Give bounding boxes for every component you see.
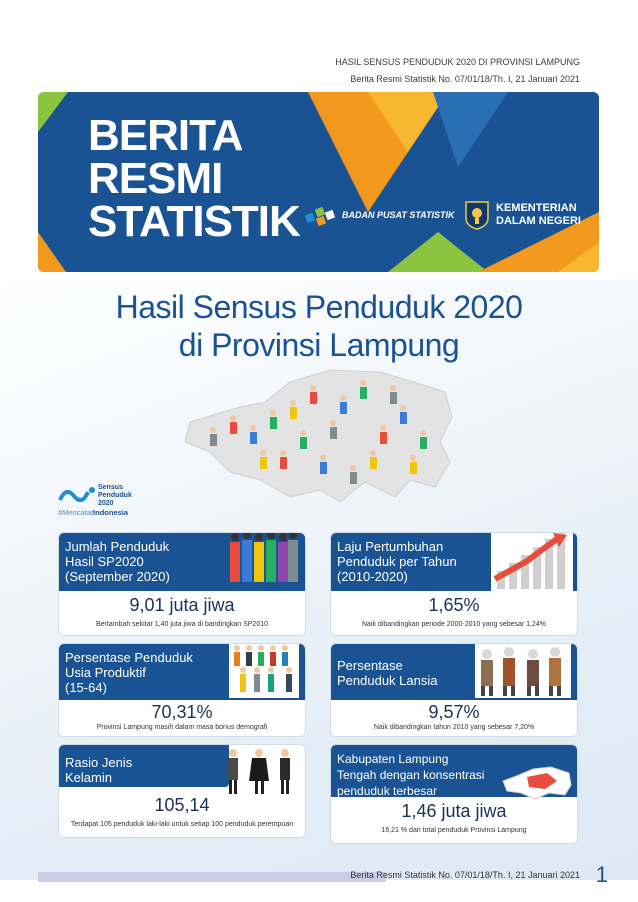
- stat-card-elderly: [330, 643, 578, 737]
- sensus-penduduk-logo: [58, 478, 158, 520]
- card-label-line: Hasil SP2020: [65, 554, 144, 569]
- card-label: [65, 755, 132, 785]
- sensus-logo-line: Penduduk: [98, 492, 132, 499]
- card-label-line: Kelamin: [65, 770, 112, 785]
- card-note: 16,21 % dari total penduduk Provinsi Lampung: [381, 827, 527, 834]
- card-value: 105,14: [154, 795, 210, 815]
- kemen-label-line1: KEMENTERIAN: [496, 202, 577, 214]
- card-note: Provinsi Lampung masih dalam masa bonus demografi: [96, 724, 268, 731]
- bps-logo: [304, 204, 455, 226]
- crowd-icon: [227, 532, 299, 589]
- page-number: 1: [595, 862, 608, 887]
- card-label: [65, 650, 193, 695]
- elderly-people-icon: [475, 643, 571, 698]
- stat-card-growth-rate: [330, 532, 578, 636]
- main-title: [0, 288, 638, 364]
- header-title: HASIL SENSUS PENDUDUK 2020 DI PROVINSI LAMPUNG: [335, 57, 580, 67]
- sensus-logo-text: [98, 484, 132, 508]
- bps-icon: [304, 204, 338, 226]
- card-label-line: Usia Produktif: [65, 665, 146, 680]
- card-note: Terdapat 105 penduduk laki-laki untuk setiap 100 penduduk perempuan: [70, 821, 294, 828]
- card-note: Naik dibandingkan periode 2000-2010 yang sebesar 1,24%: [361, 621, 547, 628]
- card-label-line: Jumlah Penduduk: [65, 539, 170, 554]
- kemen-label-line2: DALAM NEGERI: [496, 215, 581, 227]
- card-label: [337, 539, 457, 584]
- card-label: [65, 539, 170, 584]
- banner: [38, 92, 599, 272]
- central-lampung-map-icon: [499, 763, 575, 801]
- card-label-line: penduduk terbesar: [337, 784, 438, 798]
- kemendagri-logo: [464, 200, 581, 230]
- header-publication-number: Berita Resmi Statistik No. 07/01/18/Th. I, 21 Januari 2021: [350, 74, 580, 84]
- card-label-line: (2010-2020): [337, 569, 408, 584]
- banner-title-line: STATISTIK: [88, 197, 300, 246]
- lampung-population-map: [170, 362, 460, 512]
- hashtag-prefix: #Mencatat: [58, 508, 94, 517]
- hashtag: [58, 508, 128, 517]
- card-value: 9,01 juta jiwa: [129, 595, 235, 615]
- card-value: 9,57%: [428, 702, 480, 722]
- card-label-line: (15-64): [65, 680, 107, 695]
- stat-card-population: [58, 532, 306, 636]
- growth-chart-icon: [491, 532, 573, 593]
- card-label-line: Persentase: [337, 658, 403, 673]
- banner-title-line: BERITA: [88, 111, 243, 160]
- document-header: [335, 54, 580, 88]
- card-label-line: (September 2020): [65, 569, 170, 584]
- footer-bar: [38, 872, 386, 882]
- workers-icon: [229, 643, 299, 698]
- sensus-logo-line: 2020: [98, 500, 114, 507]
- hashtag-bold: Indonesia: [93, 508, 129, 517]
- main-title-line2: di Provinsi Lampung: [178, 327, 460, 363]
- card-label-line: Laju Pertumbuhan: [337, 539, 444, 554]
- garuda-emblem-icon: [464, 200, 490, 230]
- stat-card-central-lampung: [330, 744, 578, 844]
- card-note: Naik dibandingkan tahun 2010 yang sebesar 7,20%: [373, 724, 535, 731]
- card-label-line: Penduduk Lansia: [337, 673, 438, 688]
- card-label-line: Kabupaten Lampung: [337, 752, 449, 766]
- main-title-line1: Hasil Sensus Penduduk 2020: [115, 289, 523, 325]
- card-value: 1,65%: [428, 595, 480, 615]
- card-label: [337, 751, 484, 799]
- bps-label: BADAN PUSAT STATISTIK: [342, 210, 455, 220]
- stat-card-productive-age: [58, 643, 306, 737]
- card-value: 1,46 juta jiwa: [401, 801, 507, 821]
- card-label-line: Penduduk per Tahun: [337, 554, 457, 569]
- card-label-line: Tengah dengan konsentrasi: [337, 768, 485, 782]
- card-label: [337, 658, 437, 688]
- stat-card-sex-ratio: [58, 744, 306, 838]
- card-value: 70,31%: [151, 702, 213, 722]
- footer-text: Berita Resmi Statistik No. 07/01/18/Th. I, 21 Januari 2021: [350, 870, 580, 880]
- man-and-woman-icon: [219, 747, 299, 797]
- card-label-line: Rasio Jenis: [65, 755, 133, 770]
- banner-title: [88, 111, 300, 246]
- card-note: Bertambah sekitar 1,40 juta jiwa di bandingkan SP2010: [96, 621, 268, 628]
- sensus-logo-line: Sensus: [98, 484, 123, 491]
- banner-title-line: RESMI: [88, 154, 223, 203]
- sensus-logo-icon: [58, 482, 96, 508]
- card-label-line: Persentase Penduduk: [65, 650, 193, 665]
